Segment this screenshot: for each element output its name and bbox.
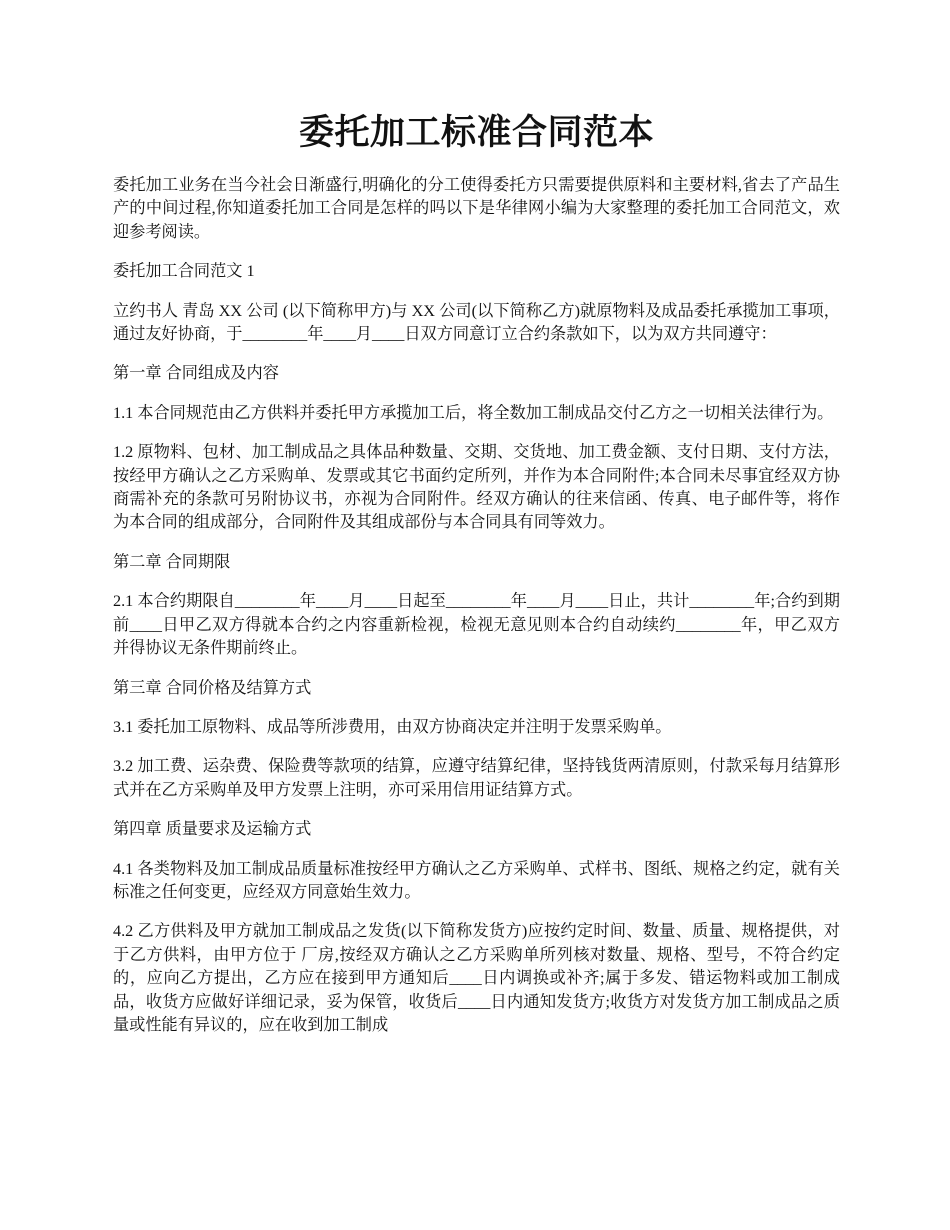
clause-1-1: 1.1 本合同规范由乙方供料并委托甲方承揽加工后，将全数加工制成品交付乙方之一切相关法律行为。 [113,403,834,422]
clause-2-1: 2.1 本合约期限自________年____月____日起至________年____月____日止，共计________年;合约到期前____日甲乙双方得就本合约之内容重新检视，检视无意见则本合约自动续约________年，甲乙双方并得协议无条件期前终止。 [113,592,840,658]
clause-4-2: 4.2 乙方供料及甲方就加工制成品之发货(以下简称发货方)应按约定时间、数量、质量、规格提供，对于乙方供料，由甲方位于 厂房,按经双方确认之乙方采购单所列核对数量、规格、型号，不符合约定的，应向乙方提出，乙方应在接到甲方通知后____日内调换或补齐;属于多发、错运物料或加工制成品，收货方应做好详细记录，妥为保管，收货后____日内通知发货方;收货方对发货方加工制成品之质量或性能有异议的，应在收到加工制成 [113,922,840,1034]
intro-paragraph: 委托加工业务在当今社会日渐盛行,明确化的分工使得委托方只需要提供原料和主要材料,省去了产品生产的中间过程,你知道委托加工合同是怎样的吗以下是华律网小编为大家整理的委托加工合同范文，欢迎参考阅读。 [113,176,840,241]
chapter2-heading: 第二章 合同期限 [113,552,231,571]
clause-3-1: 3.1 委托加工原物料、成品等所涉费用，由双方协商决定并注明于发票采购单。 [113,717,672,736]
page-title: 委托加工标准合同范本 [298,113,654,152]
document-page [113,108,840,1053]
clause-1-2: 1.2 原物料、包材、加工制成品之具体品种数量、交期、交货地、加工费金额、支付日期、支付方法，按经甲方确认之乙方采购单、发票或其它书面约定所列，并作为本合同附件;本合同未尽事宜经双方协商需补充的条款可另附协议书，亦视为合同附件。经双方确认的往来信函、传真、电子邮件等，将作为本合同的组成部分，合同附件及其组成部份与本合同具有同等效力。 [113,443,840,532]
sample-heading: 委托加工合同范文 1 [113,262,255,281]
clause-4-1: 4.1 各类物料及加工制成品质量标准按经甲方确认之乙方采购单、式样书、图纸、规格之约定，就有关标准之任何变更，应经双方同意始生效力。 [113,859,840,901]
clause-3-2: 3.2 加工费、运杂费、保险费等款项的结算，应遵守结算纪律，坚持钱货两清原则，付款采每月结算形式并在乙方采购单及甲方发票上注明，亦可采用信用证结算方式。 [113,757,840,799]
chapter4-heading: 第四章 质量要求及运输方式 [113,820,312,839]
chapter1-heading: 第一章 合同组成及内容 [113,364,279,383]
chapter3-heading: 第三章 合同价格及结算方式 [113,678,312,697]
parties-paragraph: 立约书人 青岛 XX 公司 (以下简称甲方)与 XX 公司(以下简称乙方)就原物料及成品委托承揽加工事项，通过友好协商，于________年____月____日双方同意订立合约条款如下，以为双方共同遵守： [113,301,840,344]
